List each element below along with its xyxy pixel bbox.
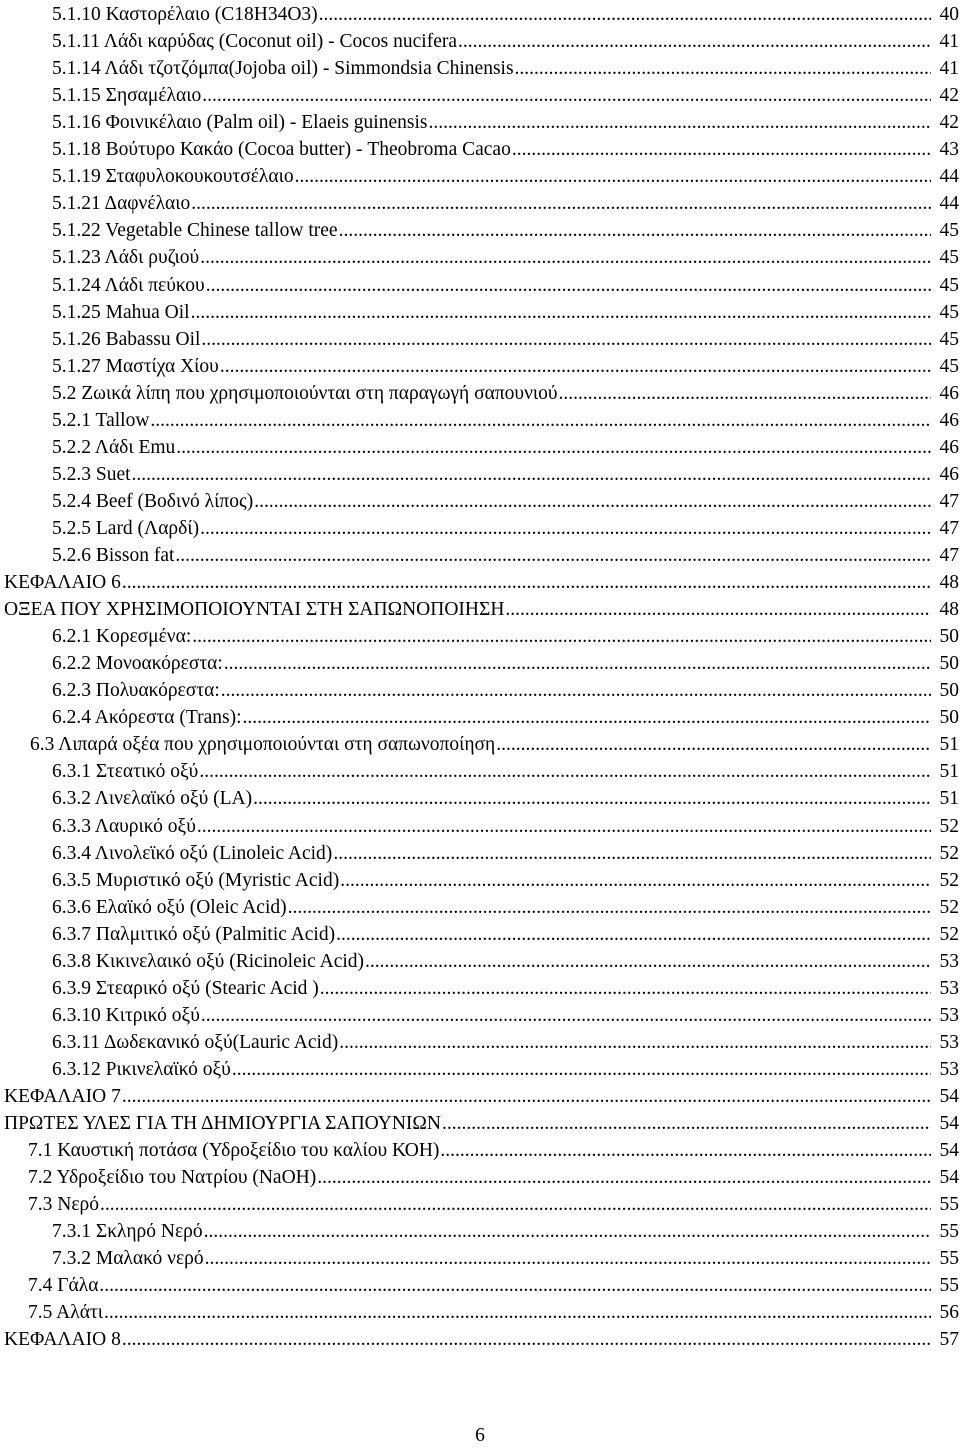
toc-entry-page: 40 <box>939 4 959 25</box>
toc-entry-page: 51 <box>939 761 959 783</box>
toc-entry-page: 48 <box>939 572 959 594</box>
toc-entry-title: 6.3.1 Στεατικό οξύ <box>52 761 199 783</box>
toc-entry[interactable] <box>52 136 959 163</box>
toc-dot-leader <box>202 82 931 109</box>
toc-entry[interactable] <box>52 1245 959 1272</box>
toc-entry-page: 45 <box>939 247 959 269</box>
toc-dot-leader <box>99 1272 931 1299</box>
toc-entry-page: 44 <box>939 193 959 215</box>
toc-entry-title: 5.2 Ζωικά λίπη που χρησιμοποιούνται στη παραγωγή σαπουνιού <box>52 382 558 404</box>
toc-entry[interactable] <box>52 894 959 921</box>
toc-entry-page: 47 <box>939 545 959 566</box>
toc-entry-title: 5.1.19 Σταφυλοκουκουτσέλαιο <box>52 166 294 188</box>
toc-dot-leader <box>320 975 931 1002</box>
toc-dot-leader <box>512 136 931 163</box>
toc-entry[interactable] <box>52 1056 959 1083</box>
toc-entry-title: 5.2.4 Beef (Βοδινό λίπος) <box>52 490 254 512</box>
toc-entry-page: 55 <box>939 1248 959 1270</box>
toc-entry-page: 48 <box>939 599 959 621</box>
toc-entry[interactable] <box>52 353 959 380</box>
toc-entry-page: 52 <box>939 815 959 837</box>
toc-entry[interactable] <box>4 1326 959 1353</box>
toc-entry[interactable] <box>4 1110 959 1137</box>
toc-dot-leader <box>340 867 931 894</box>
toc-entry-title: 7.5 Αλάτι <box>28 1302 104 1324</box>
toc-entry-title: 7.1 Καυστική ποτάσα (Υδροξείδιο του καλίου ΚΟΗ) <box>28 1140 440 1162</box>
toc-entry-page: 51 <box>939 734 959 756</box>
toc-entry[interactable] <box>28 1164 959 1191</box>
toc-entry[interactable] <box>52 758 959 785</box>
toc-dot-leader <box>365 948 931 975</box>
toc-entry[interactable] <box>52 326 959 353</box>
toc-dot-leader <box>206 272 931 299</box>
toc-dot-leader <box>175 542 931 569</box>
toc-entry-title: 6.3 Λιπαρά οξέα που χρησιμοποιούνται στη σαπωνοποίηση <box>30 734 496 756</box>
toc-entry-title: 6.2.4 Ακόρεστα (Trans): <box>52 707 242 729</box>
toc-entry-title: 6.3.5 Μυριστικό οξύ (Myristic Acid) <box>52 869 340 891</box>
toc-entry[interactable] <box>52 948 959 975</box>
toc-entry[interactable] <box>52 272 959 299</box>
toc-dot-leader <box>232 1056 931 1083</box>
toc-entry-title: 6.3.7 Παλμιτικό οξύ (Palmitic Acid) <box>52 923 336 945</box>
toc-entry-page: 54 <box>939 1140 959 1162</box>
toc-entry-page: 44 <box>939 166 959 188</box>
toc-entry-page: 55 <box>939 1194 959 1216</box>
toc-entry[interactable] <box>52 190 959 217</box>
toc-entry-title: 6.3.2 Λινελαϊκό οξύ (LA) <box>52 788 253 810</box>
toc-dot-leader <box>440 1137 931 1164</box>
toc-entry-title: 7.3.1 Σκληρό Νερό <box>52 1221 203 1243</box>
toc-entry-page: 53 <box>939 1058 959 1080</box>
toc-dot-leader <box>100 1191 931 1218</box>
toc-entry-page: 54 <box>939 1086 959 1107</box>
toc-entry[interactable] <box>52 1 959 28</box>
toc-entry-page: 50 <box>939 653 959 675</box>
toc-entry-title: 5.2.6 Bisson fat <box>52 545 175 566</box>
toc-entry[interactable] <box>52 542 959 569</box>
toc-entry-title: ΠΡΩΤΕΣ ΥΛΕΣ ΓΙΑ ΤΗ ΔΗΜΙΟΥΡΓΙΑ ΣΑΠΟΥΝΙΩΝ <box>4 1113 441 1135</box>
toc-entry-page: 47 <box>939 517 959 539</box>
toc-entry-title: 6.3.11 Δωδεκανικό οξύ(Lauric Acid) <box>52 1031 339 1053</box>
toc-entry-page: 54 <box>939 1113 959 1135</box>
toc-entry-page: 57 <box>939 1329 959 1351</box>
toc-entry[interactable] <box>52 434 959 461</box>
toc-entry-page: 46 <box>939 463 959 485</box>
toc-entry-page: 55 <box>939 1275 959 1297</box>
toc-entry[interactable] <box>30 731 959 758</box>
toc-entry-page: 42 <box>939 112 959 134</box>
toc-entry-title: 6.3.8 Κικινελαικό οξύ (Ricinoleic Acid) <box>52 950 365 972</box>
page-number: 6 <box>475 1425 485 1446</box>
toc-dot-leader <box>339 1029 931 1056</box>
toc-entry[interactable] <box>52 623 959 650</box>
toc-dot-leader <box>442 1110 931 1137</box>
toc-entry-title: 5.1.24 Λάδι πεύκου <box>52 274 205 296</box>
toc-dot-leader <box>201 1002 931 1029</box>
toc-entry-title: 6.3.12 Ρικινελαϊκό οξύ <box>52 1058 231 1080</box>
toc-entry[interactable] <box>28 1191 959 1218</box>
toc-dot-leader <box>336 921 931 948</box>
toc-dot-leader <box>317 1164 931 1191</box>
toc-entry-title: 7.2 Υδροξείδιο του Νατρίου (NaOH) <box>28 1167 317 1189</box>
toc-dot-leader <box>288 894 931 921</box>
toc-entry-title: 5.1.18 Βούτυρο Κακάο (Cocoa butter) - Theobroma Cacao <box>52 139 511 161</box>
toc-entry-title: 6.2.3 Πολυακόρεστα: <box>52 680 220 702</box>
toc-dot-leader <box>200 244 931 271</box>
toc-entry-title: 5.2.5 Lard (Λαρδί) <box>52 517 200 539</box>
toc-entry[interactable] <box>52 840 959 867</box>
toc-entry-title: 5.1.26 Babassu Oil <box>52 328 201 350</box>
toc-dot-leader <box>224 650 931 677</box>
toc-entry-page: 56 <box>939 1302 959 1324</box>
toc-entry-page: 50 <box>939 707 959 729</box>
toc-dot-leader <box>122 1326 931 1353</box>
toc-entry-page: 47 <box>939 490 959 512</box>
toc-dot-leader <box>176 434 931 461</box>
toc-entry-page: 46 <box>939 436 959 458</box>
toc-dot-leader <box>319 1 931 28</box>
toc-entry-title: 5.1.14 Λάδι τζοτζόμπα(Jojoba oil) - Simmondsia Chinensis <box>52 58 514 80</box>
toc-entry[interactable] <box>28 1299 959 1326</box>
toc-entry-title: 7.4 Γάλα <box>28 1275 99 1297</box>
toc-dot-leader <box>104 1299 931 1326</box>
toc-entry-title: 5.1.11 Λάδι καρύδας (Coconut oil) - Cocos nucifera <box>52 31 458 53</box>
toc-entry-page: 54 <box>939 1167 959 1189</box>
toc-dot-leader <box>199 758 931 785</box>
toc-entry-title: ΚΕΦΑΛΑΙΟ 8 <box>4 1329 121 1351</box>
toc-dot-leader <box>295 163 931 190</box>
toc-entry[interactable] <box>52 217 959 244</box>
toc-entry[interactable] <box>52 704 959 731</box>
toc-dot-leader <box>150 407 931 434</box>
toc-dot-leader <box>191 299 931 326</box>
toc-dot-leader <box>496 731 931 758</box>
toc-entry-title: 6.3.3 Λαυρικό οξύ <box>52 815 196 837</box>
toc-entry-page: 53 <box>939 1031 959 1053</box>
toc-entry-page: 42 <box>939 85 959 107</box>
toc-entry[interactable] <box>52 244 959 271</box>
toc-entry-page: 55 <box>939 1221 959 1243</box>
toc-entry[interactable] <box>28 1272 959 1299</box>
toc-entry[interactable] <box>52 785 959 812</box>
toc-dot-leader <box>458 28 931 55</box>
toc-entry-title: 5.2.3 Suet <box>52 463 131 485</box>
toc-entry-page: 43 <box>939 139 959 161</box>
toc-entry[interactable] <box>52 1002 959 1029</box>
toc-entry-title: 5.1.23 Λάδι ρυζιού <box>52 247 200 269</box>
toc-dot-leader <box>253 785 931 812</box>
toc-entry-title: 5.1.22 Vegetable Chinese tallow tree <box>52 220 338 242</box>
toc-entry-title: 5.1.10 Καστορέλαιο (C18H34O3) <box>52 4 318 25</box>
toc-dot-leader <box>122 569 931 596</box>
toc-entry[interactable] <box>52 677 959 704</box>
toc-dot-leader <box>221 677 931 704</box>
toc-entry-title: 7.3 Νερό <box>28 1194 100 1216</box>
toc-entry[interactable] <box>52 488 959 515</box>
toc-entry-title: ΟΞΕΑ ΠΟΥ ΧΡΗΣΙΜΟΠΟΙΟΥΝΤΑΙ ΣΤΗ ΣΑΠΩΝΟΠΟΙΗΣΗ <box>4 599 505 621</box>
toc-entry-title: 6.3.10 Κιτρικό οξύ <box>52 1004 200 1026</box>
toc-dot-leader <box>220 353 931 380</box>
toc-dot-leader <box>254 488 931 515</box>
toc-entry-page: 52 <box>939 842 959 864</box>
toc-entry[interactable] <box>52 921 959 948</box>
toc-entry[interactable] <box>52 163 959 190</box>
toc-dot-leader <box>192 623 931 650</box>
toc-entry-page: 53 <box>939 950 959 972</box>
toc-entry-title: 5.2.2 Λάδι Emu <box>52 436 176 458</box>
toc-entry-title: 5.1.27 Μαστίχα Χίου <box>52 355 219 377</box>
toc-entry[interactable] <box>52 461 959 488</box>
toc-entry-title: 6.3.9 Στεαρικό οξύ (Stearic Acid ) <box>52 977 319 999</box>
toc-dot-leader <box>428 109 931 136</box>
toc-entry-title: ΚΕΦΑΛΑΙΟ 7 <box>4 1086 121 1107</box>
toc-entry-page: 52 <box>939 896 959 918</box>
toc-entry-page: 53 <box>939 1004 959 1026</box>
toc-entry-title: 5.2.1 Tallow <box>52 409 150 431</box>
toc-entry[interactable] <box>52 82 959 109</box>
toc-entry-title: 6.2.2 Μονοακόρεστα: <box>52 653 223 675</box>
toc-dot-leader <box>559 380 931 407</box>
toc-entry[interactable] <box>52 867 959 894</box>
toc-entry-page: 53 <box>939 977 959 999</box>
toc-entry[interactable] <box>4 596 959 623</box>
toc-entry-page: 50 <box>939 680 959 702</box>
toc-dot-leader <box>200 515 931 542</box>
toc-entry[interactable] <box>52 380 959 407</box>
toc-entry-page: 52 <box>939 923 959 945</box>
toc-dot-leader <box>333 840 931 867</box>
toc-entry-page: 45 <box>939 328 959 350</box>
toc-dot-leader <box>515 55 931 82</box>
toc-entry[interactable] <box>52 299 959 326</box>
toc-entry[interactable] <box>52 407 959 434</box>
toc-entry-page: 45 <box>939 220 959 242</box>
toc-entry[interactable] <box>52 109 959 136</box>
toc-dot-leader <box>201 326 931 353</box>
toc-entry-title: ΚΕΦΑΛΑΙΟ 6 <box>4 572 121 594</box>
toc-entry-page: 52 <box>939 869 959 891</box>
toc-entry-title: 6.2.1 Κορεσμένα: <box>52 626 192 648</box>
toc-entry-page: 45 <box>939 355 959 377</box>
toc-entry-title: 6.3.6 Ελαϊκό οξύ (Oleic Acid) <box>52 896 287 918</box>
toc-entry-title: 5.1.21 Δαφνέλαιο <box>52 193 191 215</box>
toc-entry-title: 6.3.4 Λινολεϊκό οξύ (Linoleic Acid) <box>52 842 333 864</box>
toc-dot-leader <box>204 1218 931 1245</box>
toc-entry[interactable] <box>52 515 959 542</box>
toc-entry-page: 50 <box>939 626 959 648</box>
toc-dot-leader <box>191 190 931 217</box>
toc-dot-leader <box>339 217 931 244</box>
toc-entry-page: 46 <box>939 382 959 404</box>
toc-dot-leader <box>122 1083 931 1110</box>
toc-entry[interactable] <box>52 1218 959 1245</box>
toc-entry-title: 5.1.16 Φοινικέλαιο (Palm oil) - Elaeis guinensis <box>52 112 428 134</box>
toc-dot-leader <box>132 461 931 488</box>
toc-dot-leader <box>505 596 931 623</box>
toc-entry-page: 51 <box>939 788 959 810</box>
toc-dot-leader <box>197 813 931 840</box>
toc-entry-page: 41 <box>939 58 959 80</box>
toc-entry[interactable] <box>52 55 959 82</box>
toc-entry-title: 5.1.15 Σησαμέλαιο <box>52 85 202 107</box>
toc-entry-title: 7.3.2 Μαλακό νερό <box>52 1248 204 1270</box>
toc-dot-leader <box>243 704 931 731</box>
toc-entry[interactable] <box>52 813 959 840</box>
toc-entry-page: 41 <box>939 31 959 53</box>
toc-entry[interactable] <box>52 1029 959 1056</box>
toc-entry-title: 5.1.25 Mahua Oil <box>52 301 190 323</box>
toc-entry[interactable] <box>4 569 959 596</box>
toc-entry-page: 45 <box>939 301 959 323</box>
toc-entry[interactable] <box>52 975 959 1002</box>
toc-entry[interactable] <box>28 1137 959 1164</box>
toc-entry-page: 45 <box>939 274 959 296</box>
toc-dot-leader <box>205 1245 931 1272</box>
toc-entry-page: 46 <box>939 409 959 431</box>
toc-entry[interactable] <box>52 28 959 55</box>
toc-entry[interactable] <box>52 650 959 677</box>
toc-entry[interactable] <box>4 1083 959 1110</box>
